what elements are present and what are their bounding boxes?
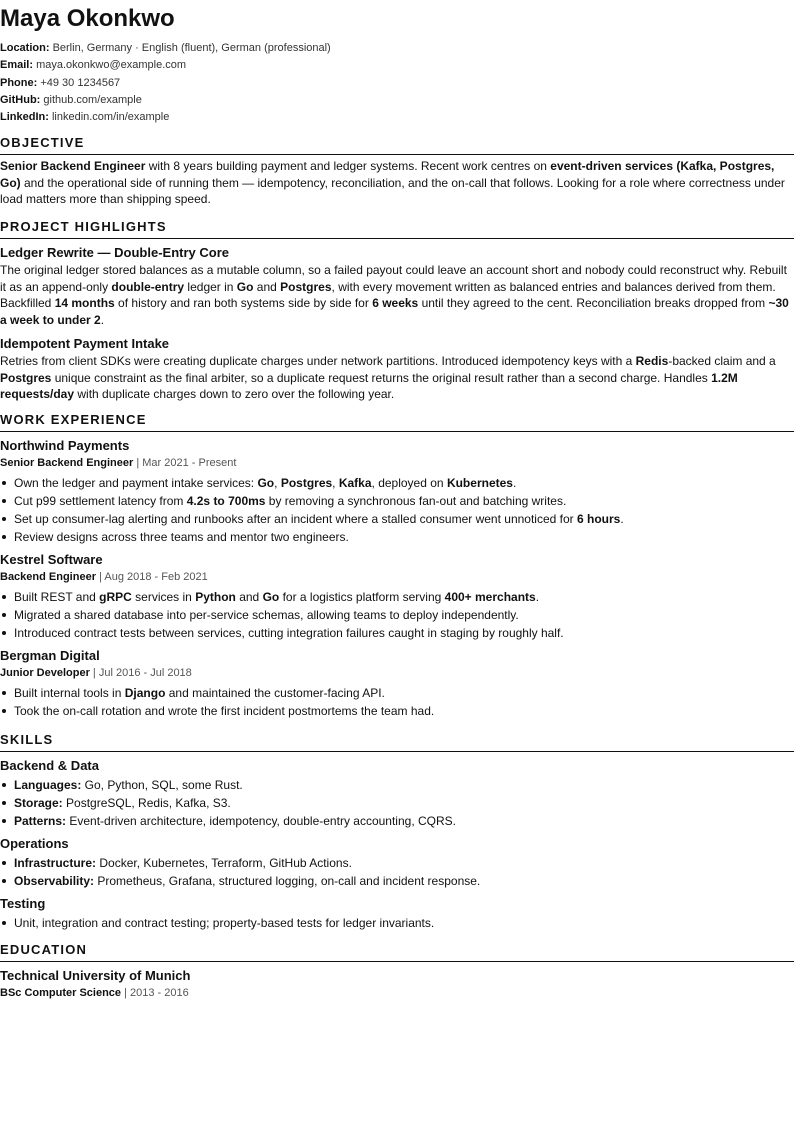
body-text: unique constraint as the final arbiter, so a duplicate request returns the original result rather than a second charge. Handles bbox=[51, 370, 712, 385]
skill-label: Infrastructure: bbox=[14, 856, 97, 870]
body-text: and bbox=[253, 279, 281, 294]
contact-value: maya.okonkwo@example.com bbox=[36, 59, 187, 72]
contact-label: LinkedIn: bbox=[0, 111, 49, 124]
skill-label: Storage: bbox=[14, 796, 63, 810]
body-text: , deployed on bbox=[371, 476, 447, 490]
body-text: and the operational side of running them — idempotency, reconciliation, and the on-call that follows. Looking for a role where correctness under load matters more than shipping speed. bbox=[0, 175, 785, 206]
job-bullets bbox=[0, 474, 794, 546]
job-bullet bbox=[14, 474, 794, 492]
body-text: . bbox=[535, 590, 540, 604]
skill-group bbox=[0, 895, 794, 932]
skill-label: Patterns: bbox=[14, 814, 67, 828]
objective-section bbox=[0, 134, 794, 208]
skill-group bbox=[0, 835, 794, 890]
project-title: Ledger Rewrite — Double-Entry Core bbox=[0, 245, 229, 260]
education-dates: 2013 - 2016 bbox=[130, 987, 189, 999]
meta-separator: | bbox=[124, 987, 131, 999]
job-entry bbox=[0, 647, 794, 720]
emphasis-text: Kafka bbox=[338, 476, 372, 490]
section-title-objective: OBJECTIVE bbox=[0, 134, 794, 155]
section-title-projects: PROJECT HIGHLIGHTS bbox=[0, 218, 794, 239]
emphasis-text: 4.2s to 700ms bbox=[186, 494, 266, 508]
job-entry bbox=[0, 551, 794, 642]
body-text: and bbox=[235, 590, 263, 604]
body-text: . bbox=[620, 512, 624, 526]
objective-text bbox=[0, 158, 794, 208]
emphasis-text: Go bbox=[257, 476, 275, 490]
body-text: Review designs across three teams and mentor two engineers. bbox=[14, 530, 349, 544]
skill-value: Docker, Kubernetes, Terraform, GitHub Actions. bbox=[96, 856, 352, 870]
job-company: Kestrel Software bbox=[0, 552, 103, 567]
body-text: . bbox=[100, 312, 105, 327]
education-degree: BSc Computer Science bbox=[0, 987, 122, 999]
skill-list bbox=[0, 914, 794, 932]
body-text: Introduced contract tests between services, cutting integration failures caught in staging by roughly half. bbox=[14, 626, 564, 640]
skill-value: Event-driven architecture, idempotency, double-entry accounting, CQRS. bbox=[66, 814, 456, 828]
body-text: services in bbox=[131, 590, 196, 604]
contact-value: github.com/example bbox=[43, 93, 142, 106]
contact-label: Email: bbox=[0, 59, 34, 72]
job-meta bbox=[0, 665, 794, 682]
job-dates: Mar 2021 - Present bbox=[142, 457, 237, 469]
experience-section bbox=[0, 411, 794, 720]
emphasis-text: 400+ merchants bbox=[444, 590, 536, 604]
candidate-name: Maya Okonkwo bbox=[0, 5, 175, 32]
job-bullet bbox=[14, 510, 794, 528]
emphasis-text: Go bbox=[262, 590, 280, 604]
job-bullets bbox=[0, 588, 794, 642]
skill-item bbox=[14, 914, 794, 932]
contact-line bbox=[0, 109, 794, 126]
project-description bbox=[0, 353, 794, 403]
skill-group-title: Testing bbox=[0, 896, 46, 911]
skill-group-title: Backend & Data bbox=[0, 758, 99, 773]
skill-item bbox=[14, 776, 794, 794]
contact-line bbox=[0, 40, 794, 57]
section-title-experience: WORK EXPERIENCE bbox=[0, 411, 794, 432]
body-text: Built internal tools in bbox=[14, 686, 125, 700]
job-entry bbox=[0, 437, 794, 546]
contact-label: GitHub: bbox=[0, 93, 41, 106]
emphasis-text: 1.2M requests/day bbox=[0, 370, 738, 401]
body-text: and maintained the customer-facing API. bbox=[165, 686, 385, 700]
contact-value: Berlin, Germany · English (fluent), German (professional) bbox=[52, 42, 331, 54]
projects-section bbox=[0, 218, 794, 403]
body-text: Cut p99 settlement latency from bbox=[14, 494, 187, 508]
skill-item bbox=[14, 872, 794, 890]
emphasis-text: Python bbox=[195, 590, 236, 604]
emphasis-text: 6 hours bbox=[577, 512, 621, 526]
body-text: Took the on-call rotation and wrote the first incident postmortems the team had. bbox=[14, 704, 435, 718]
meta-separator: | bbox=[89, 667, 99, 679]
education-school: Technical University of Munich bbox=[0, 968, 191, 983]
project-item bbox=[0, 335, 794, 403]
body-text: for a logistics platform serving bbox=[279, 590, 445, 604]
body-text: with 8 years building payment and ledger systems. Recent work centres on bbox=[145, 159, 551, 173]
skill-item bbox=[14, 812, 794, 830]
body-text: Own the ledger and payment intake services: bbox=[14, 476, 258, 490]
contact-line bbox=[0, 75, 794, 92]
emphasis-text: double-entry bbox=[111, 279, 185, 294]
body-text: -backed claim and a bbox=[668, 354, 776, 368]
body-text: , bbox=[274, 476, 281, 490]
emphasis-text: Go bbox=[236, 279, 254, 294]
job-bullet bbox=[14, 528, 794, 546]
job-bullets bbox=[0, 684, 794, 720]
meta-separator: | bbox=[133, 457, 143, 469]
skill-group bbox=[0, 757, 794, 830]
body-text: Retries from client SDKs were creating duplicate charges under network partitions. Introduced idempotency keys with a bbox=[0, 354, 636, 368]
education-meta bbox=[0, 985, 794, 1002]
emphasis-text: gRPC bbox=[99, 590, 132, 604]
job-role: Backend Engineer bbox=[0, 571, 96, 583]
meta-separator: | bbox=[95, 571, 105, 583]
contact-line bbox=[0, 57, 794, 74]
skill-value: Go, Python, SQL, some Rust. bbox=[81, 778, 243, 792]
job-meta bbox=[0, 455, 794, 472]
emphasis-text: 14 months bbox=[54, 296, 115, 310]
body-text: with duplicate charges down to zero over the following year. bbox=[74, 387, 395, 401]
emphasis-text: Postgres bbox=[280, 279, 332, 294]
job-bullet bbox=[14, 624, 794, 642]
body-text: by removing a synchronous fan-out and batching writes. bbox=[265, 494, 567, 508]
contact-value: +49 30 1234567 bbox=[40, 76, 121, 89]
emphasis-text: ~30 a week to under 2 bbox=[0, 296, 789, 327]
job-dates: Jul 2016 - Jul 2018 bbox=[98, 667, 192, 679]
job-role: Senior Backend Engineer bbox=[0, 457, 134, 469]
job-bullet bbox=[14, 684, 794, 702]
job-meta bbox=[0, 569, 794, 586]
skill-value: Prometheus, Grafana, structured logging, on-call and incident response. bbox=[94, 874, 481, 888]
skill-value: PostgreSQL, Redis, Kafka, S3. bbox=[62, 796, 231, 810]
job-bullet bbox=[14, 606, 794, 624]
body-text: Set up consumer-lag alerting and runbooks after an incident where a stalled consumer went unnoticed for bbox=[14, 512, 577, 526]
body-text: , bbox=[332, 476, 339, 490]
job-role: Junior Developer bbox=[0, 667, 90, 679]
emphasis-text: Postgres bbox=[280, 476, 333, 490]
body-text: of history and ran both systems side by side for bbox=[114, 296, 373, 310]
project-title: Idempotent Payment Intake bbox=[0, 336, 170, 351]
job-company: Northwind Payments bbox=[0, 438, 130, 453]
project-description bbox=[0, 262, 794, 328]
job-company: Bergman Digital bbox=[0, 648, 100, 663]
emphasis-text: Redis bbox=[635, 354, 669, 368]
section-title-skills: SKILLS bbox=[0, 731, 794, 752]
job-bullet bbox=[14, 492, 794, 510]
skill-list bbox=[0, 854, 794, 890]
skill-label: Observability: bbox=[14, 874, 95, 888]
education-section bbox=[0, 941, 794, 1002]
skill-group-title: Operations bbox=[0, 836, 69, 851]
emphasis-text: Senior Backend Engineer bbox=[0, 159, 146, 173]
body-text: Migrated a shared database into per-service schemas, allowing teams to deploy independently. bbox=[14, 608, 519, 622]
section-title-education: EDUCATION bbox=[0, 941, 794, 962]
body-text: ledger in bbox=[184, 279, 237, 294]
skill-value: Unit, integration and contract testing; property-based tests for ledger invariants. bbox=[14, 916, 435, 930]
skill-item bbox=[14, 854, 794, 872]
project-item bbox=[0, 244, 794, 328]
emphasis-text: Kubernetes bbox=[446, 476, 513, 490]
emphasis-text: event-driven services (Kafka, Postgres, Go) bbox=[0, 159, 775, 190]
contact-line bbox=[0, 92, 794, 109]
contact-label: Location: bbox=[0, 42, 50, 54]
body-text: The original ledger stored balances as a mutable column, so a failed payout could leave an account short and nobody could reconstruct why. Rebuilt it as an append-only bbox=[0, 263, 787, 294]
skill-item bbox=[14, 794, 794, 812]
job-bullet bbox=[14, 588, 794, 606]
body-text: until they agreed to the cent. Reconciliation breaks dropped from bbox=[418, 296, 769, 310]
contact-label: Phone: bbox=[0, 76, 38, 89]
emphasis-text: Postgres bbox=[0, 370, 52, 385]
body-text: , with every movement written as balanced entries and balances derived from them. Backfilled bbox=[0, 279, 776, 310]
contact-value: linkedin.com/in/example bbox=[51, 111, 170, 124]
skill-list bbox=[0, 776, 794, 830]
job-dates: Aug 2018 - Feb 2021 bbox=[104, 571, 208, 583]
job-bullet bbox=[14, 702, 794, 720]
emphasis-text: 6 weeks bbox=[372, 296, 419, 310]
emphasis-text: Django bbox=[124, 686, 166, 700]
body-text: . bbox=[512, 476, 517, 490]
body-text: Built REST and bbox=[14, 590, 100, 604]
skill-label: Languages: bbox=[14, 778, 82, 792]
skills-section bbox=[0, 731, 794, 932]
